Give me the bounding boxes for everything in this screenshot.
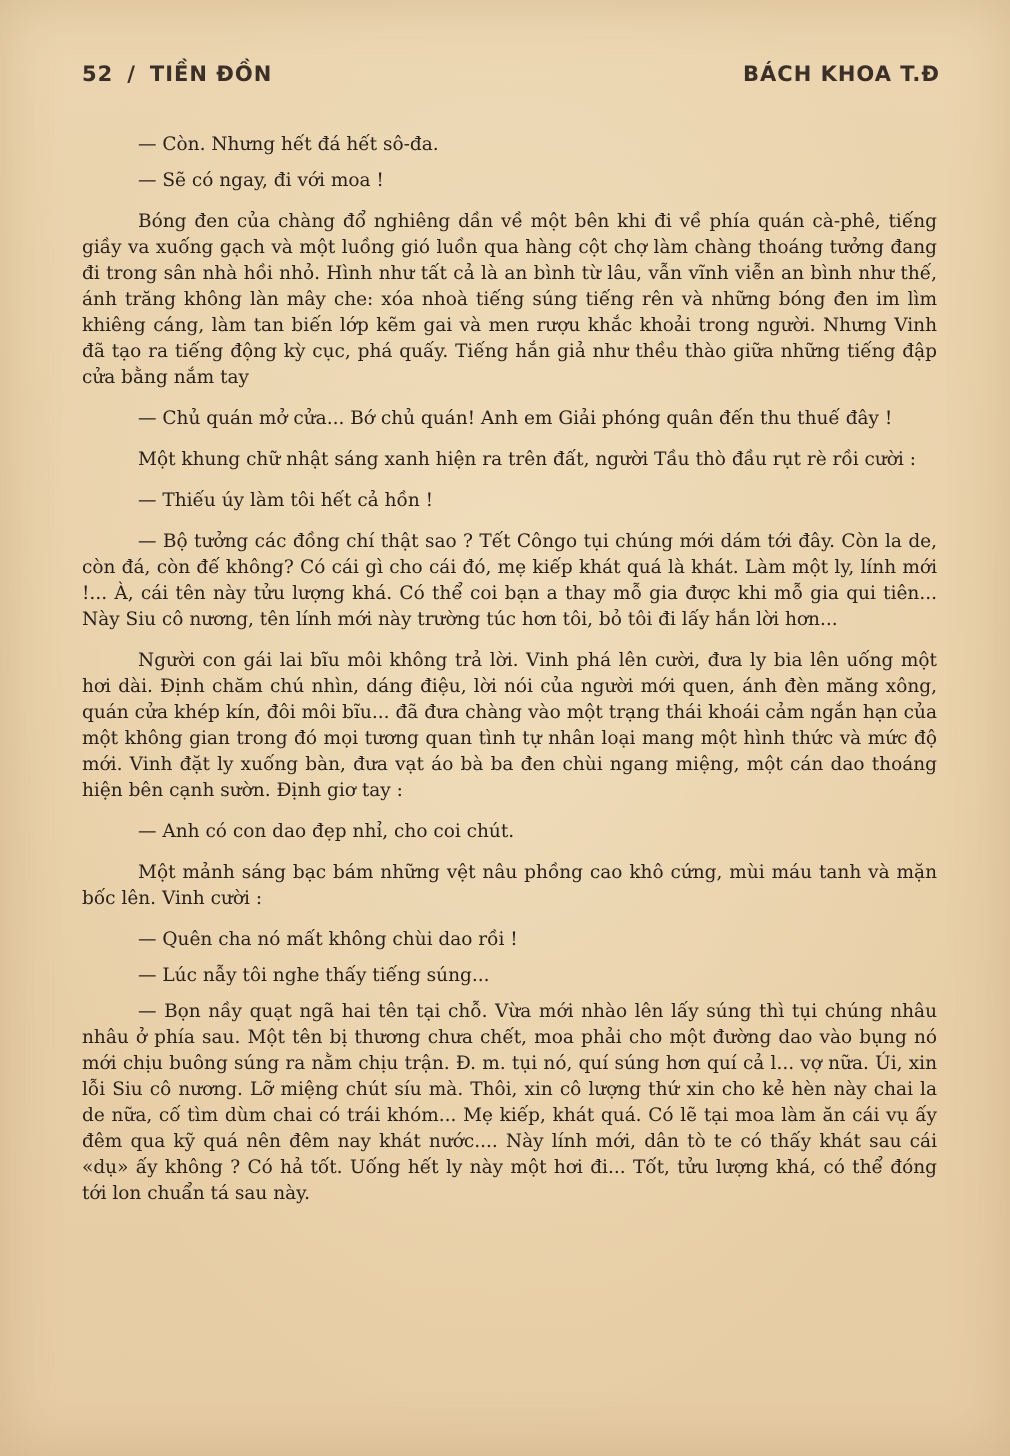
running-header	[82, 62, 940, 94]
text-body	[82, 132, 937, 1222]
paragraph: — Chủ quán mở cửa... Bớ chủ quán! Anh em Giải phóng quân đến thu thuế đây !	[138, 408, 893, 429]
paragraph: — Còn. Nhưng hết đá hết sô-đa.	[138, 134, 439, 155]
section-title: TIỀN ĐỒN	[149, 62, 273, 86]
paragraph: — Anh có con dao đẹp nhỉ, cho coi chút.	[138, 821, 515, 842]
paragraph: — Lúc nẫy tôi nghe thấy tiếng súng...	[138, 965, 490, 986]
header-separator: /	[127, 62, 136, 86]
paragraph: Một khung chữ nhật sáng xanh hiện ra trên đất, người Tầu thò đầu rụt rè rồi cười :	[138, 449, 916, 470]
paragraph: — Quên cha nó mất không chùi dao rồi !	[138, 929, 518, 950]
paragraph: — Bọn nầy quạt ngã hai tên tại chỗ. Vừa mới nhào lên lấy súng thì tụi chúng nhâu nhâu ở phía sau. Một tên bị thương chưa chết, moa phải cho một đường dao vào bụng nó mới chịu buông súng ra nằm chịu trận. Đ. m. tụi nó, quí súng hơn quí cả l... vợ nữa. Úi, xin lỗi Siu cô nương. Lỡ miệng chút síu mà. Thôi, xin cô lượng thứ xin cho kẻ hèn này chai la de nữa, cố tìm dùm chai có trái khóm... Mẹ kiếp, khát quá. Có lẽ tại moa làm ăn cái vụ ấy đêm qua kỹ quá nên đêm nay khát nước.... Này lính mới, dân tò te có thấy khát sau cái «dụ» ấy không ? Có hả tốt. Uống hết ly này một hơi đi... Tốt, tửu lượng khá, có thể đóng tới lon chuẩn tá sau này.	[82, 1001, 937, 1204]
page-number: 52	[82, 62, 114, 86]
paragraph: — Sẽ có ngay, đi với moa !	[138, 170, 384, 191]
header-left	[82, 62, 272, 86]
paragraph: Một mảnh sáng bạc bám những vệt nâu phồng cao khô cứng, mùi máu tanh và mặn bốc lên. Vinh cười :	[82, 862, 937, 909]
paragraph: — Thiếu úy làm tôi hết cả hồn !	[138, 490, 434, 511]
publication-name: BÁCH KHOA T.Đ	[743, 62, 940, 86]
paragraph: Bóng đen của chàng đổ nghiêng dần về một bên khi đi về phía quán cà-phê, tiếng giầy va xuống gạch và một luồng gió luồn qua hàng cột chợ làm chàng thoáng tưởng đang đi trong sân nhà hồi nhỏ. Hình như tất cả là an bình từ lâu, vẫn vĩnh viễn an bình như thế, ánh trăng không làn mây che: xóa nhoà tiếng súng tiếng rên và những bóng đen im lìm khiêng cáng, làm tan biến lớp kẽm gai và men rượu khắc khoải trong người. Nhưng Vinh đã tạo ra tiếng động kỳ cục, phá quấy. Tiếng hắn giả như thều thào giữa những tiếng đập cửa bằng nắm tay	[82, 211, 937, 388]
paragraph: Người con gái lai bĩu môi không trả lời. Vinh phá lên cười, đưa ly bia lên uống một hơi dài. Định chăm chú nhìn, dáng điệu, lời nói của người mới quen, ánh đèn măng xông, quán cửa khép kín, đôi môi bĩu... đã đưa chàng vào một trạng thái khoái cảm ngắn hạn của một không gian trong đó mọi tương quan tình tự nhân loại mang một hình thức và mức độ mới. Vinh đặt ly xuống bàn, đưa vạt áo bà ba đen chùi ngang miệng, một cán dao thoáng hiện bên cạnh sườn. Định giơ tay :	[82, 650, 937, 801]
paragraph: — Bộ tưởng các đồng chí thật sao ? Tết Côngo tụi chúng mới dám tới đây. Còn la de, còn đá, còn đế không? Có cái gì cho cái đó, mẹ kiếp khát quá là khát. Làm một ly, lính mới !... À, cái tên này tửu lượng khá. Có thể coi bạn a thay mỗ gia được khi mỗ gia qui tiên... Này Siu cô nương, tên lính mới này trường túc hơn tôi, bỏ tôi đi lấy hắn lời hơn...	[82, 531, 937, 630]
